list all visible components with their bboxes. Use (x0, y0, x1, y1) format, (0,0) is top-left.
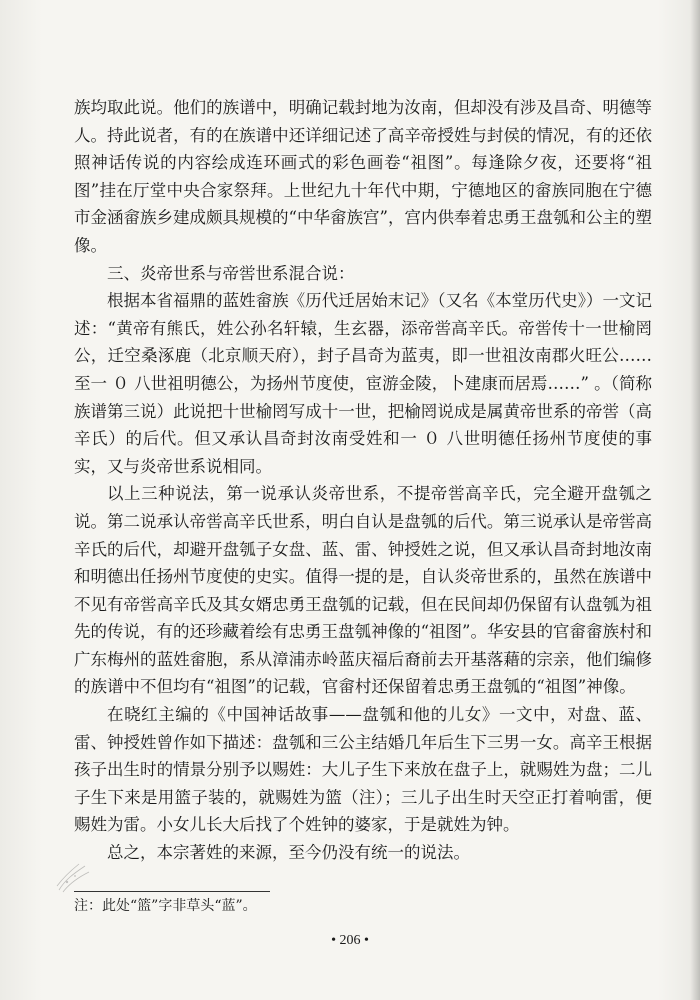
page-edge-shadow (690, 0, 700, 1000)
paragraph-6: 总之，本宗著姓的来源，至今仍没有统一的说法。 (107, 843, 470, 863)
paragraph-5: 在晓红主编的《中国神话故事——盘瓠和他的儿女》一文中，对盘、蓝、雷、钟授姓曾作如下描述：盘瓠和三公主结婚几年后生下三男一女。高辛王根据孩子出生时的情景分别予以赐姓：大儿子生下来放在盘子上，就赐姓为盘；二儿子生下来是用篮子装的，就赐姓为篮（注）；三儿子出生时天空正打着响雷，便赐姓为雷。小女儿长大后找了个姓钟的婆家，于是就姓为钟。 (74, 705, 652, 835)
paragraph-3: 根据本省福鼎的蓝姓畲族《历代迁居始末记》（又名《本堂历代史》）一文记述：“黄帝有熊氏，姓公孙名轩辕，生玄器，添帝喾高辛氏。帝喾传十一世榆罔公，迁空桑涿鹿（北京顺天府），封子昌奇为蓝夷，即一世祖汝南郡火旺公……至一 ０ 八世祖明德公，为扬州节度使，宦游金陵，卜建康而居焉……” 。（简称族谱第三说）此说把十世榆罔写成十一世，把榆罔说成是属黄帝世系的帝喾（高辛氏）的后代。但又承认昌奇封汝南受姓和一 ０ 八世明德任扬州节度使的事实，又与炎帝世系说相同。 (74, 291, 652, 476)
page-number: • 206 • (331, 933, 369, 948)
document-body (74, 94, 652, 867)
paragraph-1: 族均取此说。他们的族谱中，明确记载封地为汝南，但却没有涉及昌奇、明德等人。持此说者，有的在族谱中还详细记述了高辛帝授姓与封侯的情况，有的还依照神话传说的内容绘成连环画式的彩色画卷“祖图”。每逢除夕夜，还要将“祖图”挂在厅堂中央合家祭拜。上世纪九十年代中期，宁德地区的畲族同胞在宁德市金涵畲族乡建成颇具规模的“中华畲族宫”，宫内供奉着忠勇王盘瓠和公主的塑像。 (74, 98, 652, 255)
footnote: 注：此处“篮”字非草头“蓝”。 (74, 898, 257, 914)
footnote-divider (74, 891, 270, 892)
section-heading: 三、炎帝世系与帝喾世系混合说： (107, 263, 355, 283)
paragraph-4: 以上三种说法，第一说承认炎帝世系，不提帝喾高辛氏，完全避开盘瓠之说。第二说承认帝喾高辛氏世系，明白自认是盘瓠的后代。第三说承认是帝喾高辛氏的后代，却避开盘瓠子女盘、蓝、雷、钟授姓之说，但又承认昌奇封地汝南和明德出任扬州节度使的史实。值得一提的是，自认炎帝世系的，虽然在族谱中不见有帝喾高辛氏及其女婿忠勇王盘瓠的记载，但在民间却仍保留有认盘瓠为祖先的传说，有的还珍藏着绘有忠勇王盘瓠神像的“祖图”。华安县的官畲畲族村和广东梅州的蓝姓畲胞，系从漳浦赤岭蓝庆福后裔前去开基落藉的宗亲，他们编修的族谱中不但均有“祖图”的记载，官畲村还保留着忠勇王盘瓠的“祖图”神像。 (74, 484, 652, 697)
